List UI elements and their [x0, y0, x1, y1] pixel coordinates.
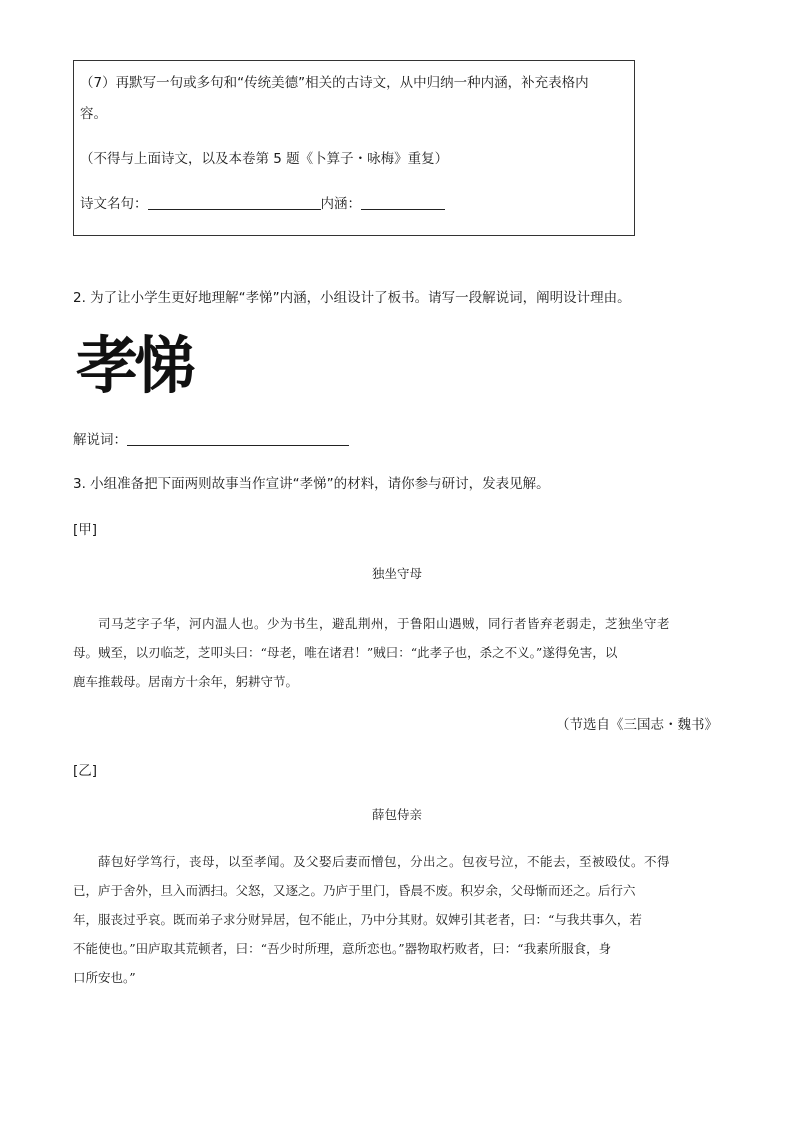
part-a-line: 母。贼至，以刃临芝，芝叩头曰：“母老，唯在诸君！”贼曰：“此孝子也，杀之不义。”遂得免害，以 [73, 645, 618, 660]
part-b-title: 薛包侍亲 [371, 807, 422, 822]
part-b-passage [73, 847, 721, 992]
part-b-line: 口所安也。” [73, 970, 136, 985]
q2-text: 2. 为了让小学生更好地理解“孝悌”内涵，小组设计了板书。请写一段解说词，阐明设计理由。 [73, 290, 631, 306]
part-b-line: 年，服丧过乎哀。既而弟子求分财异居，包不能止，乃中分其财。奴婢引其老者，曰：“与我共事久，若 [73, 912, 642, 927]
part-a-title: 独坐守母 [371, 566, 422, 581]
answer-blank[interactable] [127, 431, 349, 446]
part-a-line: 鹿车推载母。居南方十余年，躬耕守节。 [73, 674, 299, 689]
q1-line1: （7）再默写一句或多句和“传统美德”相关的古诗文，从中归纳一种内涵，补充表格内 [80, 75, 589, 91]
q1-answer-row [80, 194, 445, 214]
part-b-line: 薛包好学笃行，丧母，以至孝闻。及父娶后妻而憎包，分出之。包夜号泣，不能去，至被殴仗。不得 [98, 854, 671, 869]
q1-note: （不得与上面诗文，以及本卷第 5 题《卜算子・咏梅》重复） [80, 151, 449, 167]
poem-blank[interactable] [148, 195, 321, 210]
part-b-line: 已，庐于舍外，旦入而洒扫。父怒，又逐之。乃庐于里门，昏晨不废。积岁余，父母惭而还之。后行六 [73, 883, 636, 898]
poem-label: 诗文名句： [80, 196, 148, 212]
meaning-blank[interactable] [361, 195, 445, 210]
part-a-line: 司马芝字子华，河内温人也。少为书生，避乱荆州，于鲁阳山遇贼，同行者皆弃老弱走，芝独坐守老 [98, 616, 671, 631]
part-a-passage [73, 609, 721, 696]
answer-label: 解说词： [73, 432, 127, 448]
board-calligraphy: 孝悌 [76, 329, 193, 402]
meaning-label: 内涵： [320, 196, 361, 212]
part-b-line: 不能使也。”田庐取其荒顿者，曰：“吾少时所理，意所恋也。”器物取朽败者，曰：“我素所服食，身 [73, 941, 612, 956]
part-a-source: （节选自《三国志・魏书》 [556, 717, 718, 733]
part-a-label: [甲] [73, 522, 98, 538]
q1-line2: 容。 [80, 106, 107, 122]
q3-text: 3. 小组准备把下面两则故事当作宣讲“孝悌”的材料，请你参与研讨，发表见解。 [73, 476, 550, 492]
q2-answer-row [73, 430, 349, 450]
part-b-label: [乙] [73, 763, 98, 779]
